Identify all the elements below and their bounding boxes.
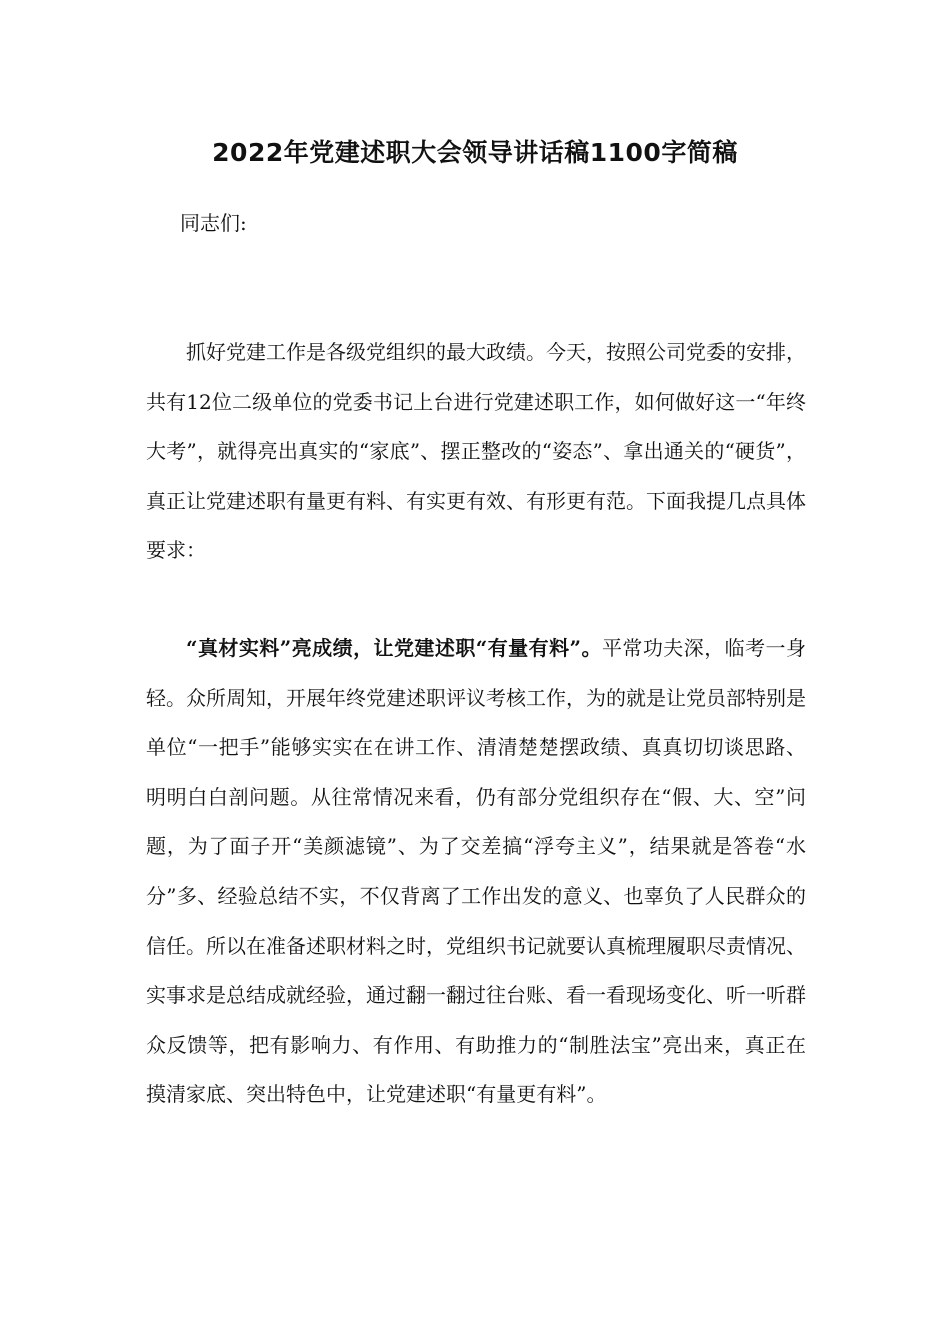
paragraph-intro (146, 328, 806, 576)
paragraph-point-one-heading: “真材实料”亮成绩，让党建述职“有量有料”。 (186, 636, 602, 660)
greeting: 同志们: (180, 211, 247, 235)
paragraph-point-one (146, 624, 806, 1120)
paragraph-intro-text: 抓好党建工作是各级党组织的最大政绩。今天，按照公司党委的安排，共有12位二级单位的党委书记上台进行党建述职工作，如何做好这一“年终大考”，就得亮出真实的“家底”、摆正整改的“姿态”、拿出通关的“硬货”，真正让党建述职有量更有料、有实更有效、有形更有范。下面我提几点具体要求： (146, 340, 806, 563)
paragraph-point-one-text: 平常功夫深，临考一身轻。众所周知，开展年终党建述职评议考核工作，为的就是让党员部特别是单位“一把手”能够实实在在讲工作、清清楚楚摆政绩、真真切切谈思路、明明白白剖问题。从往常情况来看，仍有部分党组织存在“假、大、空”问题，为了面子开“美颜滤镜”、为了交差搞“浮夸主义”，结果就是答卷“水分”多、经验总结不实，不仅背离了工作出发的意义、也辜负了人民群众的信任。所以在准备述职材料之时，党组织书记就要认真梳理履职尽责情况、实事求是总结成就经验，通过翻一翻过往台账、看一看现场变化、听一听群众反馈等，把有影响力、有作用、有助推力的“制胜法宝”亮出来，真正在摸清家底、突出特色中，让党建述职“有量更有料”。 (146, 636, 807, 1107)
document-title: 2022年党建述职大会领导讲话稿1100字简稿 (212, 138, 738, 167)
